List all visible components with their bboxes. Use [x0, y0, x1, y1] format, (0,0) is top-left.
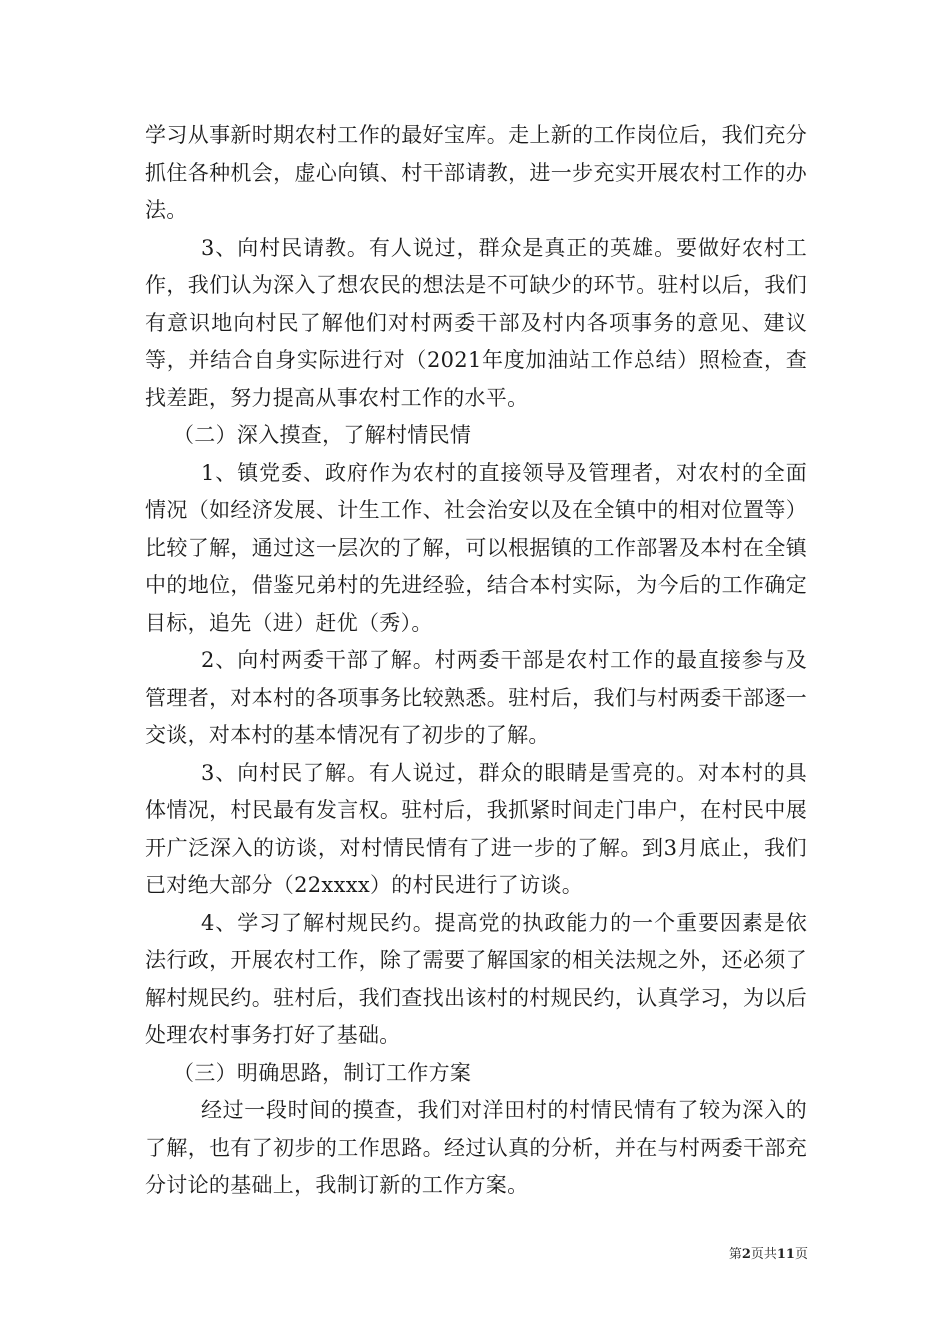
paragraph-4: 1、镇党委、政府作为农村的直接领导及管理者，对农村的全面情况（如经济发展、计生工作、社会治安以及在全镇中的相对位置等）比较了解，通过这一层次的了解，可以根据镇的工作部署及本村在全镇中的地位，借鉴兄弟村的先进经验，结合本村实际，为今后的工作确定目标，追先（进）赶优（秀）。 — [145, 460, 807, 635]
footer-suffix: 页 — [794, 1247, 808, 1262]
footer-middle: 页共 — [750, 1247, 777, 1262]
footer-current-page: 2 — [741, 1247, 751, 1262]
footer-prefix: 第 — [728, 1247, 742, 1262]
paragraph-1: 学习从事新时期农村工作的最好宝库。走上新的工作岗位后，我们充分抓住各种机会，虚心向镇、村干部请教，进一步充实开展农村工作的办法。 — [145, 123, 807, 222]
paragraph-9: 经过一段时间的摸查，我们对洋田村的村情民情有了较为深入的了解，也有了初步的工作思路。经过认真的分析，并在与村两委干部充分讨论的基础上，我制订新的工作方案。 — [145, 1098, 807, 1197]
section-heading-2: （二）深入摸查，了解村情民情 — [173, 423, 472, 447]
paragraph-6: 3、向村民了解。有人说过，群众的眼睛是雪亮的。对本村的具体情况，村民最有发言权。驻村后，我抓紧时间走门串户，在村民中展开广泛深入的访谈，对村情民情有了进一步的了解。到3月底止，我们已对绝大部分（22xxxx）的村民进行了访谈。 — [145, 760, 807, 897]
paragraph-5: 2、向村两委干部了解。村两委干部是农村工作的最直接参与及管理者，对本村的各项事务比较熟悉。驻村后，我们与村两委干部逐一交谈，对本村的基本情况有了初步的了解。 — [145, 648, 807, 747]
document-body — [145, 117, 807, 1205]
section-heading-3: （三）明确思路，制订工作方案 — [173, 1060, 472, 1085]
footer-total-pages: 11 — [776, 1247, 795, 1262]
paragraph-7: 4、学习了解村规民约。提高党的执政能力的一个重要因素是依法行政，开展农村工作，除了需要了解国家的相关法规之外，还必须了解村规民约。驻村后，我们查找出该村的村规民约，认真学习，为以后处理农村事务打好了基础。 — [145, 910, 807, 1047]
page-number-footer — [0, 1246, 808, 1264]
paragraph-2: 3、向村民请教。有人说过，群众是真正的英雄。要做好农村工作，我们认为深入了想农民的想法是不可缺少的环节。驻村以后，我们有意识地向村民了解他们对村两委干部及村内各项事务的意见、建议等，并结合自身实际进行对（2021年度加油站工作总结）照检查，查找差距，努力提高从事农村工作的水平。 — [145, 235, 807, 410]
